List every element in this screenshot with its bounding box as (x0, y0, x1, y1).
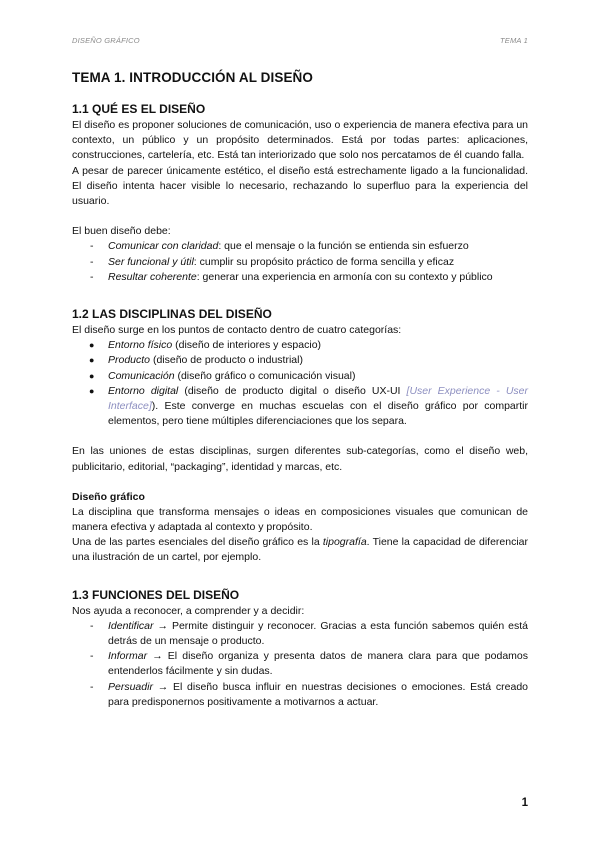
ux-ui-note: [User Experience - User Interface] (108, 384, 528, 413)
list-item: - Ser funcional y útil: cumplir su propósito práctico de forma sencilla y eficaz (90, 255, 455, 268)
list-item: - Informar → El diseño organiza y presenta datos de manera clara para que podamos entenderlos fácilmente y sin dudas. (90, 650, 528, 678)
list-item: - Identificar → Permite distinguir y reconocer. Gracias a esta función sabemos quién está detrás de un mensaje o producto. (90, 619, 528, 648)
paragraph: El buen diseño debe: (72, 225, 171, 238)
paragraph: Una de las partes esenciales del diseño gráfico es la tipografía. Tiene la capacidad de diferenciar una ilustración de un cartel, por ejemplo. (72, 536, 528, 564)
section-heading-1-3: 1.3 FUNCIONES DEL DISEÑO (72, 587, 240, 602)
paragraph: La disciplina que transforma mensajes o ideas en composiciones visuales que comunican de manera efectiva y adaptada al contexto y propósito. (72, 505, 528, 534)
page-header (72, 36, 528, 50)
section-heading-1-1: 1.1 QUÉ ES EL DISEÑO (72, 102, 206, 116)
good-design-list (72, 239, 528, 285)
paragraph: El diseño surge en los puntos de contacto dentro de cuatro categorías: (72, 324, 402, 337)
list-item: - Comunicar con claridad: que el mensaje o la función se entienda sin esfuerzo (90, 240, 469, 253)
list-item: ● Entorno físico (diseño de interiores y espacio) (89, 339, 322, 352)
header-topic: TEMA 1 (499, 36, 528, 45)
list-item: - Persuadir → El diseño busca influir en nuestras decisiones o emociones. Está creado para predisponernos positivamente a motivarnos a actuar. (90, 680, 528, 708)
list-item: ● Entorno digital (diseño de producto digital o diseño UX-UI [User Experience - User Interface]). Este converge en muchas escuelas con el diseño gráfico por compartir elementos, pero tiene múltiples diferenciaciones que los separa. (89, 384, 528, 428)
disciplines-list (72, 338, 528, 429)
paragraph: A pesar de parecer únicamente estético, el diseño está estrechamente ligado a la funcionalidad. El diseño intenta hacer visible lo necesario, rechazando lo superfluo para la experiencia del usuario. (72, 164, 528, 208)
paragraph: En las uniones de estas disciplinas, surgen diferentes sub-categorías, como el diseño web, publicitario, editorial, “packaging”, identidad y marcas, etc. (72, 445, 528, 473)
subheading-graphic-design: Diseño gráfico (72, 490, 145, 503)
paragraph: Nos ayuda a reconocer, a comprender y a decidir: (72, 604, 305, 617)
header-course-title: DISEÑO GRÁFICO (72, 36, 140, 45)
section-heading-1-2: 1.2 LAS DISCIPLINAS DEL DISEÑO (72, 307, 272, 322)
page-title: TEMA 1. INTRODUCCIÓN AL DISEÑO (72, 70, 314, 85)
document-body (72, 70, 528, 710)
list-item: - Resultar coherente: generar una experiencia en armonía con su contexto y público (90, 270, 493, 283)
list-item: ● Producto (diseño de producto o industrial) (89, 354, 303, 367)
page-number: 1 (521, 797, 528, 809)
paragraph: El diseño es proponer soluciones de comunicación, uso o experiencia de manera efectiva para un contexto, un público y un propósito determinados. Está por todas partes: aplicaciones, construcciones, cartelería, etc. Está tan interiorizado que solo nos percatamos de él cuando falla. (72, 119, 528, 162)
list-item: ● Comunicación (diseño gráfico o comunicación visual) (89, 369, 356, 382)
functions-list (72, 619, 528, 710)
